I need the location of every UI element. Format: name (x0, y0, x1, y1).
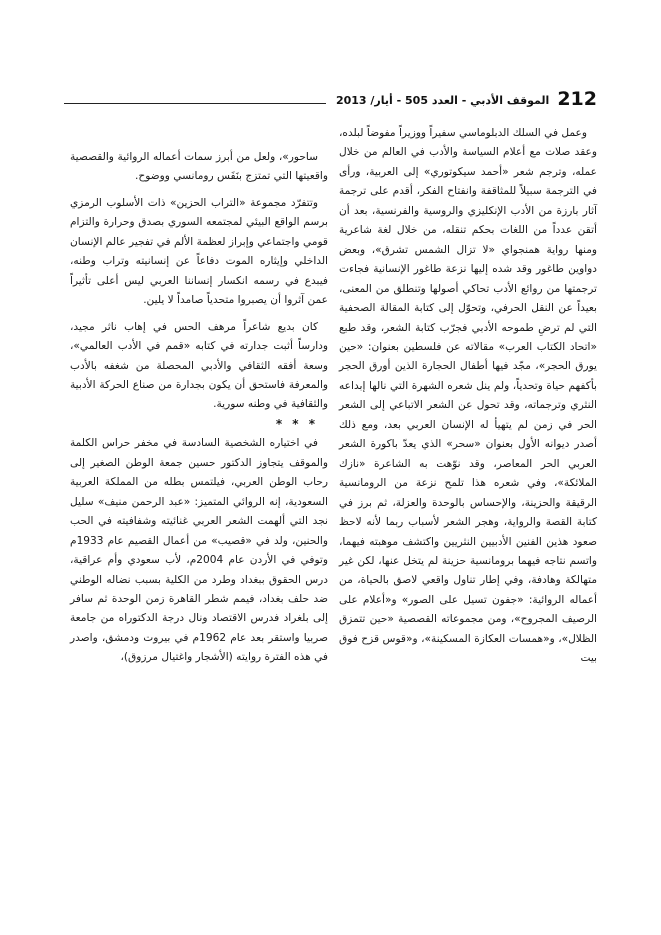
left-column (70, 148, 328, 668)
section-separator: * * * (275, 416, 318, 431)
paragraph: وتتفرّد مجموعة «التراب الحزين» ذات الأسلوب الرمزي برسم الواقع البيئي لمجتمعه السوري بصدق وحرارة والتزام قومي واجتماعي وإبراز لعظمة الألم في تفجير عالم الإنسان الداخلي وإيثاره الموت دفاعاً عن إنسانيته وتراب وطنه، فيبدع في رسمه انكسار إنساننا العربي ليس أعلى تأثيراً عمن آثروا أن يصبروا متحدياً صامداً لا يلين. (70, 196, 328, 307)
right-column (339, 124, 597, 669)
paragraph: ساحور»، ولعل من أبرز سمات أعماله الروائية والقصصية واقعيتها التي تمتزج بنَفَس رومانسي ووضوح. (70, 151, 328, 183)
page-header (64, 84, 597, 110)
paragraph: في اختياره الشخصية السادسة في مخفر حراس الكلمة والموقف يتجاوز الدكتور حسين جمعة الوطن الصغير إلى رحاب الوطن العربي، فيلتمس بطله من المملكة العربية السعودية، إنه الروائي المتميز: «عبد الرحمن منيف» سليل نجد التي ألهمت الشعر العربي غنائيته وشفافيته في الحب والحنين، ولد في «قصيب» من أعمال القصيم عام 1933م وتوفي في الأردن عام 2004م، لأب سعودي وأم عراقية، درس الحقوق ببغداد وطرد من الكلية بسبب نضاله الوطني ضد حلف بغداد، فيمم شطر القاهرة زمن الوحدة ثم سافر إلى بلغراد فدرس الاقتصاد ونال درجة الدكتوراه من جامعة صربيا واستقر بعد عام 1962م في بيروت ودمشق، واصدر في هذه الفترة روايته (الأشجار واغتيال مرزوق)، (70, 437, 329, 664)
running-head: الموقف الأدبي - العدد 505 - أيار/ 2013 (335, 94, 550, 107)
paragraph: وعمل في السلك الدبلوماسي سفيراً ووزيراً مفوضاً لبلده، وعقد صلات مع أعلام السياسة والأدب في العالم من خلال عمله، وترجم شعر «أحمد سيكوتوري» إلى العربية، ورأى في الترجمة سبيلاً للمثاقفة وانفتاح الفكر، أقدم على ترجمة آثار بارزة من الأدب الإنكليزي والروسية والفرنسية، بعد أن أتقن عدداً من اللغات بحكم تنقله، من خلال لغة شاعرية ومنها رواية همنجواي «لا تزال الشمس تشرق»، وبعض دواوين طاغور وقد شده إليها نزعة طاغور الإنسانية فجاءت ترجمتها من روائع الأدب تحاكي أصولها وتنطلق من المعنى، بعيداً عن النقل الحرفي، وتحوّل إلى كتابة المقالة الصحفية التي لم ترضِ طموحه الأدبي فجرّب كتابة الشعر، وقد طبع «اتحاد الكتاب العرب» مقالاته عن فلسطين بعنوان: «حين يورق الحجر»، مجّد فيها أطفال الحجارة الذين أورق الحجر بأكفهم حياة وتحدياً، ولم ينل شعره الشهرة التي نالها إبداعه النثري وترجماته، وقد تحول عن الشعر الاتباعي إلى الشعر الحر في زمن لم يتهيأ له الإنسان العربي بعد، ومع ذلك أصدر ديوانه الأول بعنوان «سحر» الذي يعدّ باكورة الشعر العربي الحر المعاصر، وقد نوّهت به الشاعرة «نازك الملائكة»، وفي شعره هذا تلمح نزعة من الرومانسية الرقيقة والحزينة، والإحساس بالوحدة والعزلة، ثم برز في كتابة القصة والرواية، وهجر الشعر لأسباب ربما لأنه لاحظ صعود هذين الفنين الأدبيين النثريين واكتشف موهبته فيهما، واتسم نتاجه فيهما برومانسية حزينة لم يتخل عنها، لكن غير متهالكة وهادفة، وفي إطار تناول واقعي لاصق بالحياة، من أعماله الروائية: «جفون تسيل على الصور» و«أعلام على الرصيف المجروح»، ومن مجموعاته القصصية «حين تتمزق الظلال»، و«همسات العكازة المسكينة»، و«قوس قزح فوق بيت (339, 127, 597, 665)
paragraph: كان بديع شاعراً مرهف الحس في إهاب ناثر مجيد، ودارساً أثبت جدارته في كتابه «قمم في الأدب العالمي»، وسعة أفقه الثقافي والأدبي المحصلة من شغفه بالأدب والمعرفة فاستحق أن يكون بجدارة من صناع الحركة الأدبية والثقافية في وطنه سورية. (70, 320, 328, 411)
page-number: 212 (557, 88, 597, 110)
header-rule (64, 103, 326, 104)
